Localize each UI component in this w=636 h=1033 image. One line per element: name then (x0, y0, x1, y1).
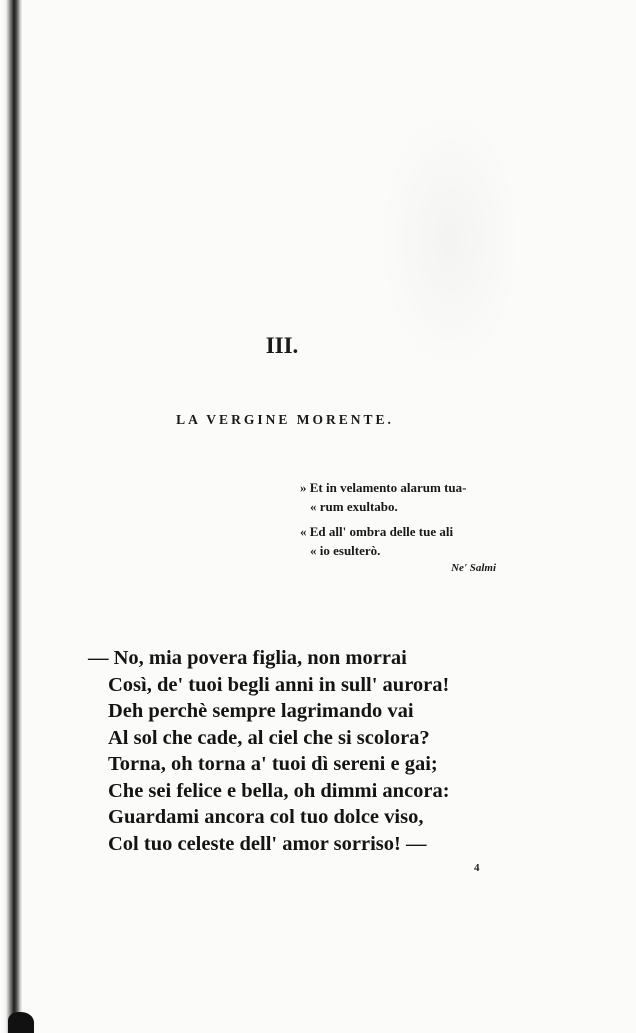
book-spine-shadow (0, 0, 22, 1033)
epigraph-line: « io esulterò. (310, 543, 381, 558)
epigraph-line: « Ed all' ombra delle tue ali (300, 524, 454, 539)
poem-line: — No, mia povera figlia, non morrai (88, 647, 407, 669)
epigraph (300, 480, 530, 580)
epigraph-line: » Et in velamento alarum tua- (300, 480, 467, 495)
poem-line: Che sei felice e bella, oh dimmi ancora: (108, 779, 450, 802)
poem-line: Torna, oh torna a' tuoi dì sereni e gai; (108, 753, 438, 775)
poem-line: Col tuo celeste dell' amor sorriso! — (108, 832, 427, 855)
poem-line: Deh perchè sempre lagrimando vai (108, 700, 414, 722)
binding-mark (8, 1012, 34, 1033)
poem-line: Guardami ancora col tuo dolce viso, (108, 806, 424, 828)
poem-stanza (88, 645, 528, 857)
poem-line: Al sol che cade, al ciel che si scolora? (108, 726, 430, 749)
signature-mark: 4 (474, 862, 480, 874)
section-numeral: III. (265, 333, 299, 358)
epigraph-line: « rum exultabo. (310, 499, 398, 514)
poem-title: LA VERGINE MORENTE. (176, 412, 394, 427)
poem-line: Così, de' tuoi begli anni in sull' aurora! (108, 673, 450, 696)
epigraph-source: Ne' Salmi (451, 562, 496, 574)
show-through-bleed (380, 110, 520, 370)
